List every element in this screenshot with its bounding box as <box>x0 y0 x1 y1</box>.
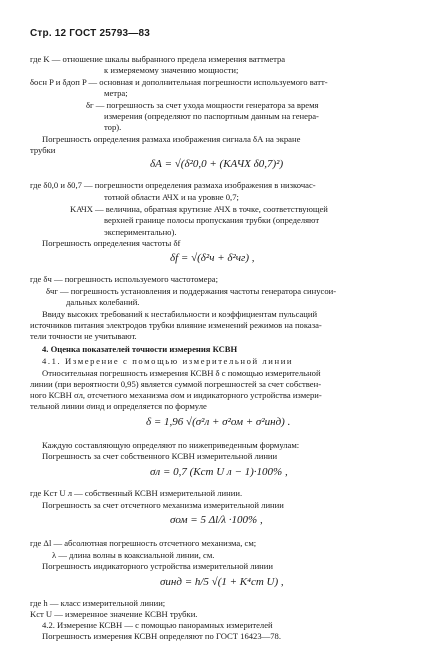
text-line: 4.2. Измерение КСВН — с помощью панорамных измерителей <box>42 620 273 630</box>
text-line: Каждую составляющую определяют по нижеприведенным формулам: <box>42 440 300 450</box>
formula-delta-total: δ = 1,96 √(σ²л + σ²ом + σ²инд) . <box>146 416 291 428</box>
formula-delta-a: δА = √(δ²0,0 + (KАЧХ δ0,7)²) <box>150 158 284 170</box>
text-line: Погрешность за счет собственного КСВН измерительной линии <box>42 451 278 461</box>
text-line: верхней границе полосы пропускания трубки (определяют <box>104 215 320 225</box>
text-line: δг — погрешность за счет ухода мощности генератора за время <box>86 100 319 110</box>
formula-sigma-om: σом = 5 Δl/λ ·100% , <box>170 514 263 526</box>
text-line: тельной линии σинд и определяется по формуле <box>30 401 207 411</box>
text-line: линии (при вероятности 0,95) является суммой погрешностей за счет собствен- <box>30 379 322 389</box>
text-line: где Kст U л — собственный КСВН измерительной линии. <box>30 488 243 498</box>
text-line: Относительная погрешность измерения КСВН δ с помощью измерительной <box>42 368 321 378</box>
formula-sigma-l: σл = 0,7 (Kст U л − 1)·100% , <box>150 466 288 478</box>
text-line: к измеряемому значению мощности; <box>104 65 239 75</box>
text-line: Погрешность определения размаха изображения сигнала δА на экране <box>42 134 301 144</box>
formula-delta-f: δf = √(δ²ч + δ²чг) , <box>170 252 255 264</box>
formula-sigma-ind: σинд = h/5 √(1 + K⁴ст U) , <box>160 576 284 588</box>
section-heading: 4. Оценка показателей точности измерения КСВН <box>42 344 238 354</box>
text-line: где δч — погрешность используемого частотомера; <box>30 274 218 284</box>
text-line: Погрешность за счет отсчетного механизма измерительной линии <box>42 500 284 510</box>
text-line: дальных колебаний. <box>66 297 140 307</box>
text-line: ного КСВН σл, отсчетного механизма σом и индикаторного устройства измери- <box>30 390 322 400</box>
text-line: где Δl — абсолютная погрешность отсчетного механизма, см; <box>30 538 257 548</box>
text-line: тотной области АЧХ и на уровне 0,7; <box>104 192 239 202</box>
text-line: Погрешность определения частоты δf <box>42 238 181 248</box>
text-line: экспериментально). <box>104 227 177 237</box>
text-line: тели точности не учитывают. <box>30 331 137 341</box>
page-header: Стр. 12 ГОСТ 25793—83 <box>30 28 150 39</box>
text-line: метра; <box>104 88 128 98</box>
text-line: тор). <box>104 122 122 132</box>
text-line: где K — отношение шкалы выбранного предела измерения ваттметра <box>30 54 286 64</box>
text-line: где h — класс измерительной линии; <box>30 598 166 608</box>
text-line: KАЧХ — величина, обратная крутизне АЧХ в точке, соответствующей <box>70 204 328 214</box>
text-line: измерения (определяют по паспортным данным на генера- <box>104 111 319 121</box>
text-line: Погрешность индикаторного устройства измерительной линии <box>42 561 273 571</box>
text-line: источников питания электродов трубки влияние изменений режимов на показа- <box>30 320 322 330</box>
text-line: Погрешность измерения КСВН определяют по ГОСТ 16423—78. <box>42 631 281 641</box>
text-line: где δ0,0 и δ0,7 — погрешности определения размаха изображения в низкочас- <box>30 180 316 190</box>
subsection-heading: 4.1. Измерение с помощью измерительной линии <box>42 356 294 366</box>
text-line: δчг — погрешность установления и поддержания частоты генератора синусои- <box>46 286 337 296</box>
text-line: Ввиду высоких требований к нестабильности и коэффициентам пульсаций <box>42 309 318 319</box>
text-line: Kст U — измеренное значение КСВН трубки. <box>30 609 198 619</box>
text-line: трубки <box>30 145 56 155</box>
text-line: λ — длина волны в коаксиальной линии, см. <box>52 550 215 560</box>
text-line: δосн P и δдоп P — основная и дополнительная погрешности используемого ватт- <box>30 77 328 87</box>
